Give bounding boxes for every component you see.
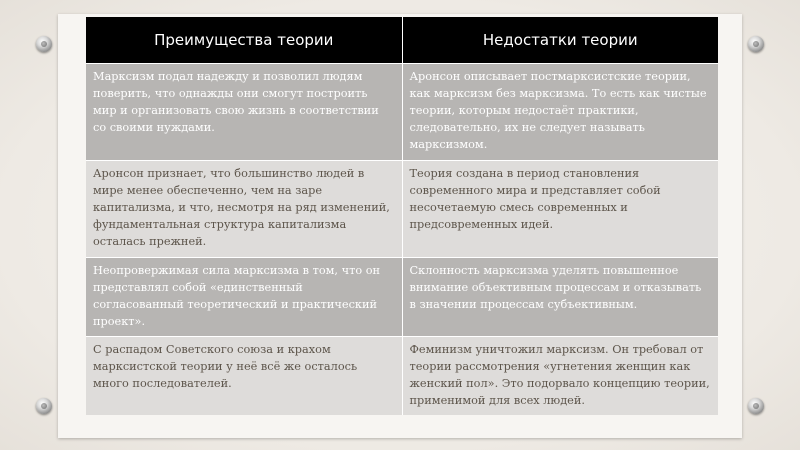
- disadvantage-cell: [402, 161, 718, 258]
- table-row: [86, 64, 718, 161]
- advantage-cell: [86, 337, 402, 416]
- advantage-text: Марксизм подал надежду и позволил людям поверить, что однажды они смогут построить мир и организовать свою жизнь в соответствии со своими нуждами.: [93, 70, 379, 134]
- advantage-text: Неопровержимая сила марксизма в том, что он представлял собой «единственный согласованный теоретический и практический проект».: [93, 264, 381, 328]
- advantage-cell: [86, 161, 402, 258]
- pushpin-icon: [748, 398, 764, 414]
- disadvantage-text: Аронсон описывает постмарксистские теории, как марксизм без марксизма. То есть как чистые теории, которым недостаёт практики, следовательно, их не следует называть марксизмом.: [409, 70, 707, 151]
- disadvantage-cell: [402, 64, 718, 161]
- table-row: [86, 161, 718, 258]
- advantage-text: Аронсон признает, что большинство людей в мире менее обеспеченно, чем на заре капитализма, и что, несмотря на ряд изменений, фундаментальная структура капитализма осталась прежней.: [93, 167, 390, 248]
- table-header-row: [86, 17, 718, 64]
- disadvantage-text: Теория создана в период становления современного мира и представляет собой несочетаемую смесь современных и предсовременных идей.: [409, 167, 661, 231]
- table-row: [86, 258, 718, 337]
- header-advantages: Преимущества теории: [86, 17, 402, 64]
- header-disadvantages: Недостатки теории: [402, 17, 718, 64]
- disadvantage-cell: [402, 258, 718, 337]
- pushpin-icon: [748, 36, 764, 52]
- advantage-cell: [86, 64, 402, 161]
- comparison-table: [86, 17, 718, 415]
- disadvantage-text: Склонность марксизма уделять повышенное внимание объективным процессам и отказывать в значении процессам субъективным.: [409, 264, 702, 311]
- advantage-text: С распадом Советского союза и крахом марксистской теории у неё всё же осталось много последователей.: [93, 343, 358, 390]
- table-row: [86, 337, 718, 416]
- disadvantage-cell: [402, 337, 718, 416]
- pushpin-icon: [36, 36, 52, 52]
- pushpin-icon: [36, 398, 52, 414]
- advantage-cell: [86, 258, 402, 337]
- disadvantage-text: Феминизм уничтожил марксизм. Он требовал от теории рассмотрения «угнетения женщин как женский пол». Это подорвало концепцию теории, применимой для всех людей.: [409, 343, 710, 407]
